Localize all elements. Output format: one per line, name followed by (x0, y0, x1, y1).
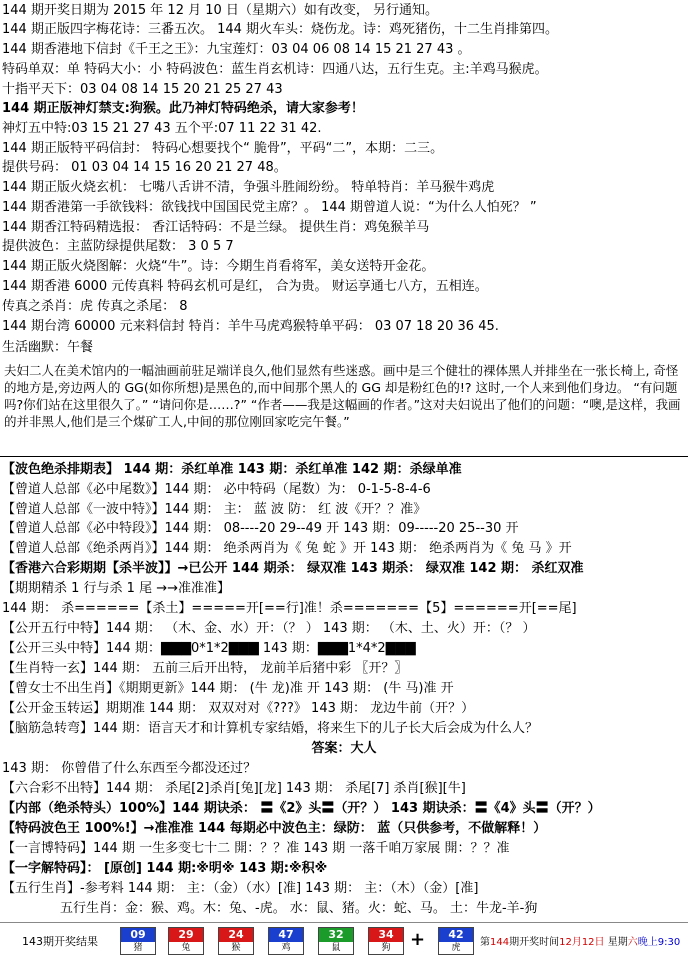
kill-half-wave-line: 【香港六合彩期期【杀半波】】→已公开 144 期杀： 绿双准 143 期杀： 绿双准 142 期： 杀红双准 (2, 561, 584, 576)
next-draw-week: 星期 (604, 937, 628, 948)
question-143-line: 143 期： 你曾借了什么东西至今都没还过？ (2, 761, 257, 776)
tail-number-line: 【曾道人总部《必中尾数》】144 期： 必中特码（尾数）为： 0-1-5-8-4-6 (2, 482, 431, 497)
text-line-5: 十指平天下：03 04 08 14 15 20 21 25 27 43 (2, 82, 283, 97)
next-draw-time: 晚上9:30 (637, 937, 681, 948)
text-line-1: 144 期开奖日期为 2015 年 12 月 10 日（星期六）如有改变， 另行通知。 (2, 3, 439, 18)
next-draw-day: 六 (627, 937, 638, 948)
ball-zodiac: 鸡 (269, 942, 303, 954)
result-ball (318, 927, 354, 955)
text-line-11: 144 期香港第一手欲钱料：欲钱找中国国民党主席？。 144 期曾道人说：“为什么人怕死？ ” (2, 200, 537, 215)
brain-teaser-line: 【脑筋急转弯】144 期：语言天才和计算机专家结婚，将来生下的儿子长大后会成为什么人？ (2, 721, 538, 736)
text-line-9: 提供号码： 01 03 04 14 15 16 20 21 27 48。 (2, 160, 287, 175)
ball-zodiac: 猪 (121, 942, 155, 954)
text-line-17: 144 期台湾 60000 元来料信封 特肖：羊牛马虎鸡猴特单平码： 03 07 18 20 36 45. (2, 319, 499, 334)
text-line-3: 144 期香港地下信封《千王之王》：九宝莲灯：03 04 06 08 14 15 21 27 43 。 (2, 42, 471, 57)
ms-no-zodiac-line: 【曾女士不出生肖】《期期更新》144 期： (牛 龙)准 开 143 期： (牛 马)准 开 (2, 681, 454, 696)
one-word-line: 【一言博特码】144 期 一生多变七十二 開：？？准 143 期 一落千咱万家展 開：？？准 (2, 841, 510, 856)
text-line-4: 特码单双：单 特码大小：小 特码波色：蓝生肖玄机诗：四通八达，五行生克。主:羊鸡马猴虎。 (2, 62, 548, 77)
text-line-7: 神灯五中特:03 15 21 27 43 五个平:07 11 22 31 42. (2, 121, 322, 136)
next-draw-mid: 期开奖时间 (509, 937, 560, 948)
one-char-line: 【一字解特码】： [原创] 144 期:※明※ 143 期:※积※ (2, 861, 328, 876)
draw-result-label: 143期开奖结果 (22, 935, 98, 948)
text-line-6: 144 期正版神灯禁支:狗猴。此乃神灯特码绝杀，请大家参考！ (2, 101, 364, 116)
result-ball (218, 927, 254, 955)
wave-king-line: 【特码波色王 100%!】→准准准 144 每期必中波色主：绿防： 蓝（只供参考，不做解释！） (2, 821, 547, 836)
special-ball (438, 927, 474, 955)
result-ball (368, 927, 404, 955)
next-draw-date: 12月12日 (559, 937, 605, 948)
next-draw-issue: 144 (490, 937, 510, 948)
next-draw-prefix: 第 (480, 937, 490, 948)
five-elements-line: 【公开五行中特】144 期： （木、金、水）开：（？ ） 143 期： （木、土、火）开：（？ ） (2, 621, 536, 636)
one-wave-line: 【曾道人总部《一波中特》】144 期： 主： 蓝 波 防： 红 波《开？？准》 (2, 502, 427, 517)
text-line-18: 生活幽默：午餐 (2, 340, 94, 355)
ball-number: 34 (369, 928, 403, 942)
plus-sign: + (410, 929, 426, 950)
divider (0, 456, 688, 457)
ball-zodiac: 猴 (219, 942, 253, 954)
text-line-13: 提供波色：主蓝防绿提供尾数： 3 0 5 7 (2, 239, 234, 254)
kill-color-table: 【波色绝杀排期表】 144 期：杀红单准 143 期：杀红单准 142 期：杀绿单准 (2, 462, 462, 477)
answer-line: 答案：大人 (311, 741, 377, 756)
gold-jade-line: 【公开金玉转运】期期准 144 期： 双双对对《???》 143 期： 龙边牛前（开？） (2, 701, 475, 716)
ball-zodiac: 鼠 (319, 942, 353, 954)
kill-row-tail-line: 【期期精杀 1 行与杀 1 尾 →→准准准】 (2, 581, 230, 596)
text-line-2: 144 期正版四字梅花诗：三番五次。 144 期火车头：烧伤龙。诗：鸡死猪伤，十二生肖排第四。 (2, 22, 559, 37)
ball-number: 47 (269, 928, 303, 942)
result-ball (268, 927, 304, 955)
zodiac-mystery-line: 【生肖特一玄】144 期： 五前三后开出特， 龙前羊后猪中彩 〖开？〗 (2, 661, 408, 676)
ball-number: 32 (319, 928, 353, 942)
kill-earth-line: 144 期： 杀======【杀土】=====开[==行]准！杀=======【5】======开[==尾] (2, 601, 577, 616)
five-zodiac-mapping: 五行生肖：金：猴、鸡。木：兔、-虎。 水：鼠、猪。火：蛇、马。 土：牛龙-羊-狗 (60, 901, 538, 916)
text-line-10: 144 期正版火烧玄机： 七嘴八舌讲不清，争强斗胜闹纷纷。 特单特肖：羊马猴牛鸡虎 (2, 180, 495, 195)
ball-number: 24 (219, 928, 253, 942)
three-heads-line: 【公开三头中特】144 期：▇▇▇0*1*2▇▇▇ 143 期：▇▇▇1*4*2▇▇▇ (2, 641, 416, 656)
text-line-16: 传真之杀肖：虎 传真之杀尾： 8 (2, 299, 188, 314)
next-draw-info (480, 933, 680, 948)
no-special-line: 【六合彩不出特】144 期： 杀尾[2]杀肖[兔][龙] 143 期： 杀尾[7] 杀肖[猴][牛] (2, 781, 466, 796)
ball-zodiac: 兔 (169, 942, 203, 954)
text-line-8: 144 期正版特平码信封： 特码心想要找个“ 脆骨”，平码“二”，本期：二三。 (2, 141, 444, 156)
five-zodiac-line: 【五行生肖】-参考料 144 期： 主：（金）（水）[准] 143 期： 主：（木）（金）[准] (2, 881, 479, 896)
result-ball (168, 927, 204, 955)
text-line-12: 144 期香江特码精选报： 香江话特码：不是兰绿。 提供生肖：鸡兔猴羊马 (2, 220, 430, 235)
result-ball (120, 927, 156, 955)
ball-number: 42 (439, 928, 473, 942)
text-line-15: 144 期香港 6000 元传真料 特码玄机可是红， 合为贵。 财运享通七八方，五相连。 (2, 279, 488, 294)
segment-line: 【曾道人总部《必中特段》】144 期： 08----20 29--49 开 143 期：09-----20 25--30 开 (2, 521, 519, 536)
ball-zodiac: 虎 (439, 942, 473, 954)
inner-kill-line: 【内部（绝杀特头）100%】144 期诀杀： 〓《2》头〓（开？） 143 期诀杀：〓《4》头〓（开？） (2, 801, 601, 816)
humor-story: 夫妇二人在美术馆内的一幅油画前驻足端详良久,他们显然有些迷惑。画中是三个健壮的裸体黑人并排坐在一张长椅上, 奇怪的地方是,旁边两人的 GG(如你所想)是黑色的,而中间那个黑人的 GG 却是粉红色的!? 这时,一个人来到他们身边。 “有问题吗?你们站在这里很久了。” “请问你是……?” “作者——我是这幅画的作者。”这对夫妇说出了他们的问题：“噢,是这样，我画的并非黑人,他们是三个煤矿工人,中间的那位刚回家吃完午餐。” (4, 363, 681, 429)
kill-two-zodiac-line: 【曾道人总部《绝杀两肖》】144 期： 绝杀两肖为《 兔 蛇 》开 143 期： 绝杀两肖为《 兔 马 》开 (2, 541, 572, 556)
ball-number: 09 (121, 928, 155, 942)
ball-number: 29 (169, 928, 203, 942)
ball-zodiac: 狗 (369, 942, 403, 954)
draw-result-bar (0, 922, 688, 957)
text-line-14: 144 期正版火烧图解：火烧“牛”。诗：今期生肖看将军，美女送特开金花。 (2, 259, 435, 274)
